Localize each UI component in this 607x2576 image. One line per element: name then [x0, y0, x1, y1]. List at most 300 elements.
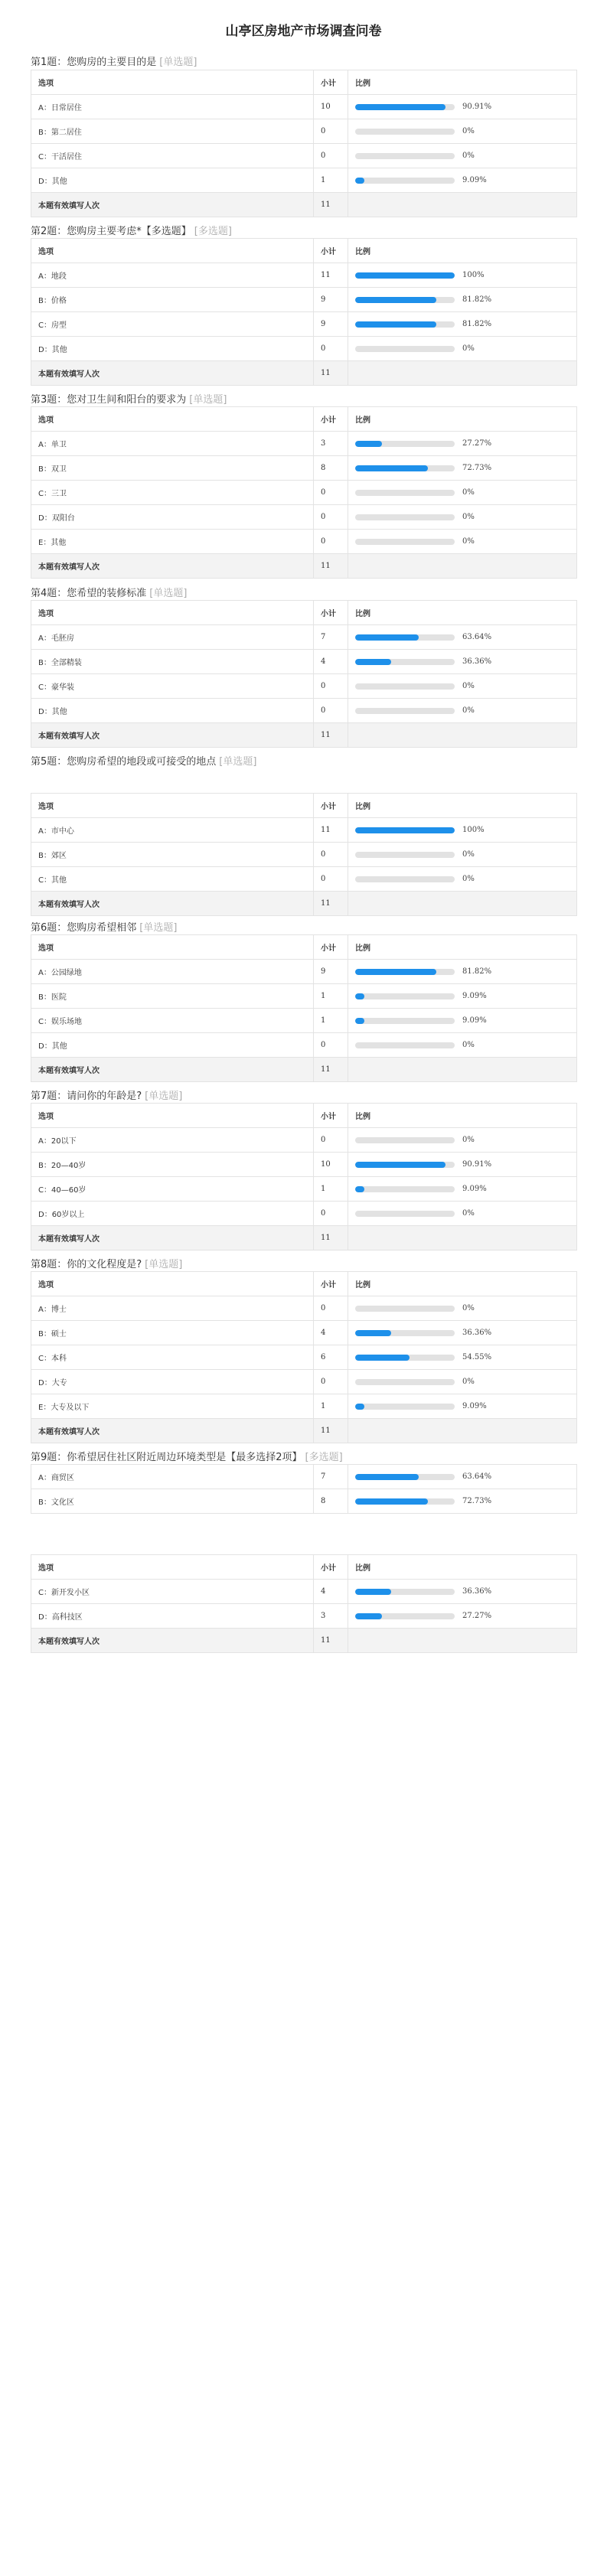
percent-value: 0%	[462, 706, 475, 715]
option-count: 4	[314, 650, 348, 674]
total-label: 本题有效填写人次	[31, 193, 314, 217]
option-count: 1	[314, 1394, 348, 1419]
option-label: D：高科技区	[31, 1604, 314, 1629]
total-count: 11	[314, 1058, 348, 1082]
table-row	[31, 818, 577, 843]
total-empty-cell	[348, 723, 577, 748]
option-label: C：干活居住	[31, 144, 314, 168]
question-title	[31, 223, 232, 237]
percent-bar-track	[355, 272, 455, 279]
option-count: 0	[314, 337, 348, 361]
total-row	[31, 892, 577, 916]
percent-value: 0%	[462, 682, 475, 690]
option-label: A：地段	[31, 263, 314, 288]
option-label: A：单卫	[31, 432, 314, 456]
percent-bar-track	[355, 1042, 455, 1048]
percent-bar-track	[355, 827, 455, 833]
option-label: D：60岁以上	[31, 1202, 314, 1226]
percent-value: 0%	[462, 1209, 475, 1218]
total-empty-cell	[348, 361, 577, 386]
option-count: 8	[314, 456, 348, 481]
total-row	[31, 361, 577, 386]
percent-bar-track	[355, 539, 455, 545]
option-label: B：全部精装	[31, 650, 314, 674]
option-percent-cell	[348, 1321, 577, 1345]
option-count: 0	[314, 1370, 348, 1394]
percent-value: 0%	[462, 1304, 475, 1312]
table-header-row	[31, 407, 577, 432]
percent-bar-group	[355, 1209, 569, 1218]
percent-bar-group	[355, 439, 569, 448]
percent-value: 0%	[462, 1136, 475, 1144]
percent-bar-fill	[355, 1018, 364, 1024]
percent-bar-group	[355, 464, 569, 472]
option-count: 0	[314, 119, 348, 144]
option-label: B：医院	[31, 984, 314, 1009]
percent-bar-track	[355, 876, 455, 882]
percent-value: 63.64%	[462, 633, 492, 641]
percent-bar-group	[355, 657, 569, 666]
option-percent-cell	[348, 530, 577, 554]
percent-bar-group	[355, 1185, 569, 1193]
table-row	[31, 867, 577, 892]
table-row	[31, 481, 577, 505]
results-table	[31, 406, 577, 579]
table-row	[31, 1345, 577, 1370]
percent-bar-group	[355, 295, 569, 304]
percent-bar-group	[355, 826, 569, 834]
percent-value: 9.09%	[462, 1402, 487, 1410]
percent-bar-fill	[355, 969, 436, 975]
column-header-option: 选项	[31, 1104, 314, 1128]
percent-value: 27.27%	[462, 439, 492, 448]
table-row	[31, 984, 577, 1009]
option-count: 0	[314, 699, 348, 723]
percent-bar-track	[355, 178, 455, 184]
total-count: 11	[314, 193, 348, 217]
table-row	[31, 625, 577, 650]
table-header-row	[31, 70, 577, 95]
percent-bar-track	[355, 1589, 455, 1595]
option-count: 0	[314, 1296, 348, 1321]
option-count: 3	[314, 432, 348, 456]
total-empty-cell	[348, 892, 577, 916]
option-count: 9	[314, 312, 348, 337]
table-row	[31, 1604, 577, 1629]
option-label: E：其他	[31, 530, 314, 554]
option-percent-cell	[348, 625, 577, 650]
percent-value: 9.09%	[462, 1016, 487, 1025]
option-label: B：硕士	[31, 1321, 314, 1345]
percent-value: 90.91%	[462, 103, 492, 111]
table-row	[31, 168, 577, 193]
percent-bar-track	[355, 1474, 455, 1480]
percent-value: 81.82%	[462, 295, 492, 304]
table-row	[31, 1296, 577, 1321]
table-row	[31, 119, 577, 144]
percent-bar-fill	[355, 272, 455, 279]
percent-value: 9.09%	[462, 992, 487, 1000]
percent-bar-track	[355, 683, 455, 690]
table-header-row	[31, 794, 577, 818]
question-text: 第6题：您购房希望相邻	[31, 922, 137, 934]
column-header-option: 选项	[31, 794, 314, 818]
question-type: [多选题]	[194, 226, 232, 237]
percent-value: 72.73%	[462, 1497, 492, 1505]
option-percent-cell	[348, 984, 577, 1009]
percent-bar-track	[355, 346, 455, 352]
option-percent-cell	[348, 1370, 577, 1394]
total-row	[31, 723, 577, 748]
percent-bar-fill	[355, 321, 436, 328]
column-header-count: 小计	[314, 794, 348, 818]
question-title	[31, 1449, 343, 1463]
percent-bar-track	[355, 708, 455, 714]
table-header-row	[31, 935, 577, 960]
percent-value: 81.82%	[462, 320, 492, 328]
option-label: E：大专及以下	[31, 1394, 314, 1419]
option-count: 6	[314, 1345, 348, 1370]
option-percent-cell	[348, 432, 577, 456]
percent-bar-group	[355, 537, 569, 546]
percent-bar-group	[355, 1136, 569, 1144]
option-count: 3	[314, 1604, 348, 1629]
option-percent-cell	[348, 1489, 577, 1514]
option-count: 8	[314, 1489, 348, 1514]
option-percent-cell	[348, 818, 577, 843]
percent-bar-group	[355, 1304, 569, 1312]
table-row	[31, 1033, 577, 1058]
percent-bar-group	[355, 1378, 569, 1386]
option-percent-cell	[348, 650, 577, 674]
column-header-count: 小计	[314, 1104, 348, 1128]
percent-bar-fill	[355, 1404, 364, 1410]
question-type: [单选题]	[219, 756, 257, 768]
percent-bar-fill	[355, 1613, 382, 1619]
option-label: B：第二居住	[31, 119, 314, 144]
table-row	[31, 1370, 577, 1394]
option-count: 0	[314, 530, 348, 554]
percent-bar-group	[355, 706, 569, 715]
column-header-option: 选项	[31, 70, 314, 95]
option-percent-cell	[348, 95, 577, 119]
percent-bar-group	[355, 271, 569, 279]
table-row	[31, 699, 577, 723]
column-header-count: 小计	[314, 1555, 348, 1580]
table-row	[31, 1321, 577, 1345]
total-label: 本题有效填写人次	[31, 1226, 314, 1251]
percent-value: 0%	[462, 513, 475, 521]
percent-value: 9.09%	[462, 1185, 487, 1193]
column-header-count: 小计	[314, 70, 348, 95]
percent-bar-track	[355, 1404, 455, 1410]
question-title	[31, 391, 227, 406]
percent-bar-fill	[355, 1474, 419, 1480]
total-label: 本题有效填写人次	[31, 361, 314, 386]
total-label: 本题有效填写人次	[31, 1058, 314, 1082]
results-table	[31, 793, 577, 916]
table-row	[31, 1009, 577, 1033]
percent-bar-track	[355, 1162, 455, 1168]
table-row	[31, 263, 577, 288]
percent-bar-track	[355, 993, 455, 999]
percent-value: 100%	[462, 826, 485, 834]
option-percent-cell	[348, 337, 577, 361]
table-header-row	[31, 1272, 577, 1296]
percent-bar-track	[355, 969, 455, 975]
percent-bar-group	[355, 1587, 569, 1596]
option-percent-cell	[348, 505, 577, 530]
percent-bar-track	[355, 297, 455, 303]
option-label: A：毛胚房	[31, 625, 314, 650]
table-header-row	[31, 601, 577, 625]
percent-value: 36.36%	[462, 1587, 492, 1596]
total-label: 本题有效填写人次	[31, 892, 314, 916]
option-percent-cell	[348, 867, 577, 892]
total-label: 本题有效填写人次	[31, 1629, 314, 1653]
option-count: 0	[314, 1128, 348, 1153]
option-label: A：市中心	[31, 818, 314, 843]
option-count: 7	[314, 625, 348, 650]
question-type: [单选题]	[145, 1091, 183, 1102]
question-title	[31, 54, 197, 68]
option-count: 9	[314, 960, 348, 984]
question-text: 第9题：你希望居住社区附近周边环境类型是【最多选择2项】	[31, 1452, 302, 1463]
table-row	[31, 650, 577, 674]
option-percent-cell	[348, 312, 577, 337]
option-count: 10	[314, 1153, 348, 1177]
percent-bar-group	[355, 1160, 569, 1169]
option-count: 0	[314, 481, 348, 505]
option-percent-cell	[348, 960, 577, 984]
option-count: 0	[314, 1033, 348, 1058]
table-row	[31, 1465, 577, 1489]
percent-bar-fill	[355, 1589, 391, 1595]
option-percent-cell	[348, 119, 577, 144]
percent-value: 0%	[462, 875, 475, 883]
option-percent-cell	[348, 456, 577, 481]
percent-bar-fill	[355, 1186, 364, 1192]
column-header-count: 小计	[314, 1272, 348, 1296]
total-row	[31, 1058, 577, 1082]
total-row	[31, 193, 577, 217]
option-label: C：房型	[31, 312, 314, 337]
total-empty-cell	[348, 1419, 577, 1443]
percent-bar-group	[355, 1329, 569, 1337]
percent-bar-fill	[355, 441, 382, 447]
column-header-percent: 比例	[348, 1272, 577, 1296]
table-row	[31, 1489, 577, 1514]
percent-value: 0%	[462, 850, 475, 859]
option-percent-cell	[348, 1394, 577, 1419]
option-label: C：其他	[31, 867, 314, 892]
option-count: 0	[314, 144, 348, 168]
option-label: B：价格	[31, 288, 314, 312]
percent-bar-fill	[355, 1498, 428, 1505]
option-percent-cell	[348, 481, 577, 505]
table-header-row	[31, 1555, 577, 1580]
percent-bar-group	[355, 1472, 569, 1481]
results-table	[31, 600, 577, 748]
question-title	[31, 585, 187, 599]
option-label: C：娱乐场地	[31, 1009, 314, 1033]
percent-bar-fill	[355, 104, 445, 110]
column-header-percent: 比例	[348, 601, 577, 625]
option-label: D：其他	[31, 168, 314, 193]
question-type: [单选题]	[149, 588, 188, 599]
total-count: 11	[314, 892, 348, 916]
option-percent-cell	[348, 1177, 577, 1202]
page-title: 山亭区房地产市场调查问卷	[225, 24, 382, 39]
total-count: 11	[314, 1629, 348, 1653]
option-percent-cell	[348, 699, 577, 723]
percent-value: 0%	[462, 127, 475, 135]
table-header-row	[31, 239, 577, 263]
question-text: 第3题：您对卫生间和阳台的要求为	[31, 394, 187, 406]
table-row	[31, 530, 577, 554]
percent-bar-group	[355, 1402, 569, 1410]
option-percent-cell	[348, 1202, 577, 1226]
percent-bar-fill	[355, 178, 364, 184]
percent-bar-group	[355, 344, 569, 353]
table-row	[31, 312, 577, 337]
table-row	[31, 144, 577, 168]
percent-bar-track	[355, 634, 455, 641]
total-row	[31, 1629, 577, 1653]
option-label: B：20—40岁	[31, 1153, 314, 1177]
table-row	[31, 1394, 577, 1419]
option-count: 4	[314, 1580, 348, 1604]
percent-bar-group	[355, 875, 569, 883]
table-header-row	[31, 1104, 577, 1128]
table-row	[31, 288, 577, 312]
option-percent-cell	[348, 1604, 577, 1629]
percent-bar-group	[355, 1497, 569, 1505]
percent-bar-group	[355, 992, 569, 1000]
percent-bar-track	[355, 1137, 455, 1143]
column-header-option: 选项	[31, 239, 314, 263]
percent-bar-track	[355, 514, 455, 520]
percent-bar-fill	[355, 659, 391, 665]
option-label: A：20以下	[31, 1128, 314, 1153]
percent-bar-group	[355, 103, 569, 111]
percent-value: 63.64%	[462, 1472, 492, 1481]
option-count: 0	[314, 867, 348, 892]
total-label: 本题有效填写人次	[31, 1419, 314, 1443]
total-row	[31, 1419, 577, 1443]
percent-value: 72.73%	[462, 464, 492, 472]
percent-bar-track	[355, 1330, 455, 1336]
percent-bar-group	[355, 967, 569, 976]
option-count: 0	[314, 843, 348, 867]
option-label: C：40—60岁	[31, 1177, 314, 1202]
table-row	[31, 1177, 577, 1202]
option-percent-cell	[348, 288, 577, 312]
column-header-option: 选项	[31, 935, 314, 960]
option-label: B：双卫	[31, 456, 314, 481]
table-row	[31, 1153, 577, 1177]
percent-bar-fill	[355, 297, 436, 303]
percent-bar-track	[355, 104, 455, 110]
option-label: C：本科	[31, 1345, 314, 1370]
option-percent-cell	[348, 1009, 577, 1033]
percent-bar-track	[355, 1498, 455, 1505]
table-row	[31, 95, 577, 119]
percent-bar-track	[355, 1355, 455, 1361]
total-row	[31, 1226, 577, 1251]
option-label: D：其他	[31, 1033, 314, 1058]
column-header-percent: 比例	[348, 794, 577, 818]
percent-value: 0%	[462, 537, 475, 546]
total-label: 本题有效填写人次	[31, 554, 314, 579]
percent-bar-group	[355, 127, 569, 135]
percent-bar-fill	[355, 1330, 391, 1336]
option-percent-cell	[348, 144, 577, 168]
table-row	[31, 505, 577, 530]
total-label: 本题有效填写人次	[31, 723, 314, 748]
question-text: 第7题：请问你的年龄是?	[31, 1091, 142, 1102]
percent-value: 0%	[462, 1041, 475, 1049]
column-header-percent: 比例	[348, 1555, 577, 1580]
question-type: [单选题]	[139, 922, 178, 934]
percent-value: 100%	[462, 271, 485, 279]
option-count: 0	[314, 674, 348, 699]
total-count: 11	[314, 1419, 348, 1443]
percent-bar-track	[355, 1018, 455, 1024]
question-type: [单选题]	[189, 394, 227, 406]
percent-bar-group	[355, 513, 569, 521]
option-label: A：博士	[31, 1296, 314, 1321]
total-empty-cell	[348, 554, 577, 579]
question-type: [单选题]	[145, 1259, 183, 1270]
percent-bar-track	[355, 490, 455, 496]
percent-value: 27.27%	[462, 1612, 492, 1620]
option-count: 1	[314, 984, 348, 1009]
percent-bar-group	[355, 1612, 569, 1620]
option-label: A：商贸区	[31, 1465, 314, 1489]
percent-value: 0%	[462, 1378, 475, 1386]
option-label: D：双阳台	[31, 505, 314, 530]
results-table	[31, 934, 577, 1082]
option-label: B：郊区	[31, 843, 314, 867]
total-empty-cell	[348, 193, 577, 217]
option-percent-cell	[348, 263, 577, 288]
table-row	[31, 432, 577, 456]
column-header-option: 选项	[31, 1272, 314, 1296]
percent-bar-group	[355, 176, 569, 184]
question-text: 第1题：您购房的主要目的是	[31, 57, 157, 68]
results-table	[31, 70, 577, 217]
percent-value: 0%	[462, 488, 475, 497]
question-text: 第8题：你的文化程度是?	[31, 1259, 142, 1270]
column-header-percent: 比例	[348, 935, 577, 960]
column-header-option: 选项	[31, 407, 314, 432]
column-header-percent: 比例	[348, 239, 577, 263]
percent-value: 36.36%	[462, 657, 492, 666]
question-title	[31, 753, 256, 768]
option-count: 10	[314, 95, 348, 119]
option-percent-cell	[348, 1128, 577, 1153]
percent-bar-fill	[355, 1162, 445, 1168]
option-label: C：新开发小区	[31, 1580, 314, 1604]
results-table	[31, 1554, 577, 1653]
table-row	[31, 1128, 577, 1153]
question-type: [单选题]	[159, 57, 197, 68]
percent-bar-group	[355, 633, 569, 641]
percent-bar-group	[355, 1041, 569, 1049]
table-row	[31, 1202, 577, 1226]
option-percent-cell	[348, 674, 577, 699]
